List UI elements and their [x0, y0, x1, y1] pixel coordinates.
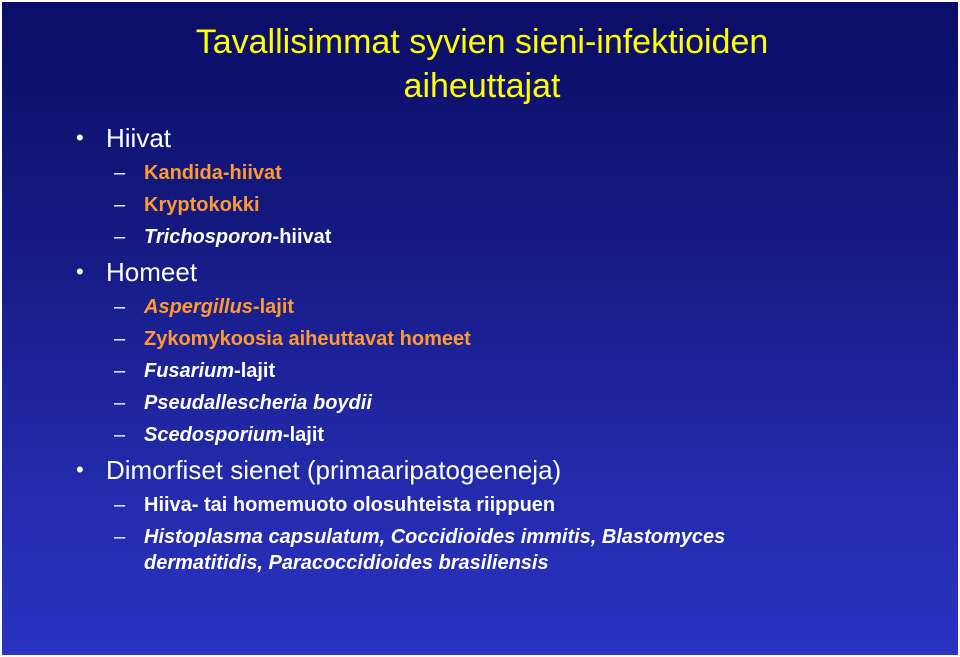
- bullet-list: [76, 122, 936, 582]
- bullet-label: Hiivat: [106, 123, 172, 153]
- sub-item-zykomykoosia: [76, 326, 936, 352]
- dash-icon: –: [114, 226, 126, 248]
- sub-item-hiiva-homemuoto: [76, 492, 936, 518]
- title-line-1: Tavallisimmat syvien sieni-infektioiden: [195, 23, 769, 61]
- sub-item-text-suffix: -lajit: [234, 360, 276, 382]
- sub-item-pseudallescheria: [76, 390, 936, 416]
- sub-item-text-suffix: -hiivat: [272, 226, 332, 248]
- bullet-dimorfiset: [76, 454, 936, 486]
- dash-icon: –: [114, 296, 126, 318]
- sub-item-trichosporon: [76, 224, 936, 250]
- sub-item-scedosporium: [76, 422, 936, 448]
- sub-item-text-line-2: dermatitidis, Paracoccidioides brasiliensis: [144, 552, 549, 574]
- sub-item-text: Kryptokokki: [144, 194, 260, 216]
- dash-icon: –: [114, 424, 126, 446]
- bullet-hiivat: [76, 122, 936, 154]
- sub-item-text-italic: Fusarium: [144, 360, 235, 382]
- sub-item-aspergillus: [76, 294, 936, 320]
- dash-icon: –: [114, 360, 126, 382]
- sub-item-text-line-1: Histoplasma capsulatum, Coccidioides immitis, Blastomyces: [144, 526, 726, 548]
- sub-item-fusarium: [76, 358, 936, 384]
- dash-icon: –: [114, 526, 126, 548]
- sub-item-text: Zykomykoosia aiheuttavat homeet: [144, 328, 471, 350]
- title-line-2: aiheuttajat: [403, 67, 561, 105]
- sub-item-text-suffix: -lajit: [282, 424, 325, 446]
- bullet-homeet: [76, 256, 936, 288]
- sub-item-text-italic: Aspergillus: [144, 296, 253, 318]
- dash-icon: –: [114, 392, 126, 414]
- sub-item-species: [76, 524, 936, 576]
- bullet-dot-icon: •: [76, 457, 84, 482]
- bullet-dot-icon: •: [76, 259, 84, 284]
- bullet-label: Homeet: [106, 257, 198, 287]
- sub-item-text-italic: Pseudallescheria boydii: [144, 392, 372, 414]
- sub-item-text: Kandida-hiivat: [144, 162, 282, 184]
- bullet-label: Dimorfiset sienet (primaaripatogeeneja): [106, 455, 562, 485]
- sub-item-kryptokokki: [76, 192, 936, 218]
- dash-icon: –: [114, 194, 126, 216]
- sub-item-text: Hiiva- tai homemuoto olosuhteista riippuen: [144, 494, 556, 516]
- sub-item-text-italic: Trichosporon: [144, 226, 273, 248]
- sub-item-text-suffix: -lajit: [252, 296, 295, 318]
- dash-icon: –: [114, 162, 126, 184]
- sub-item-kandida: [76, 160, 936, 186]
- slide-title: [2, 20, 960, 108]
- dash-icon: –: [114, 494, 126, 516]
- dash-icon: –: [114, 328, 126, 350]
- bullet-dot-icon: •: [76, 125, 84, 150]
- sub-item-text-italic: Scedosporium: [144, 424, 283, 446]
